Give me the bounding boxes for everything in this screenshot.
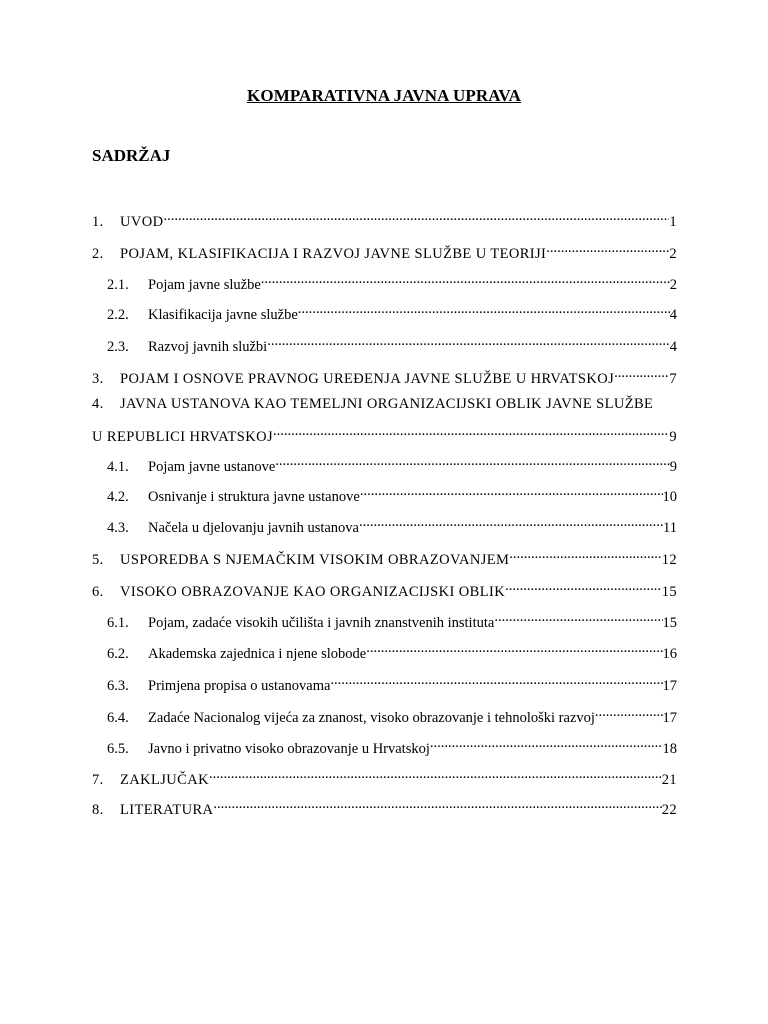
toc-entry-5[interactable] bbox=[92, 544, 677, 568]
dot-leader bbox=[275, 451, 669, 471]
toc-entry-page: 11 bbox=[663, 520, 677, 536]
toc-entry-2-3[interactable] bbox=[107, 331, 677, 355]
toc-entry-page: 1 bbox=[669, 214, 677, 230]
toc-heading: SADRŽAJ bbox=[92, 146, 171, 165]
toc-entry-title: Razvoj javnih službi bbox=[148, 339, 268, 355]
toc-entry-4-1[interactable] bbox=[107, 451, 677, 475]
toc-entry-title: Osnivanje i struktura javne ustanove bbox=[148, 489, 360, 505]
dot-leader bbox=[298, 299, 670, 319]
toc-entry-2-2[interactable] bbox=[107, 299, 677, 323]
toc-entry-number: 1. bbox=[92, 214, 104, 230]
dot-leader bbox=[366, 638, 662, 658]
toc-entry-6-4[interactable] bbox=[107, 702, 677, 726]
toc-entry-page: 7 bbox=[669, 371, 677, 387]
dot-leader bbox=[360, 481, 663, 501]
dot-leader bbox=[595, 702, 663, 722]
toc-entry-title: UVOD bbox=[120, 214, 164, 230]
toc-entry-page: 21 bbox=[661, 772, 677, 788]
dot-leader bbox=[164, 206, 670, 226]
toc-entry-page: 22 bbox=[661, 802, 677, 818]
toc-entry-page: 17 bbox=[662, 678, 677, 694]
dot-leader bbox=[273, 421, 669, 441]
toc-entry-6-5[interactable] bbox=[107, 733, 677, 757]
toc-entry-page: 15 bbox=[661, 584, 677, 600]
toc-entry-4[interactable] bbox=[92, 394, 677, 414]
toc-entry-8[interactable] bbox=[92, 794, 677, 818]
toc-entry-2-1[interactable] bbox=[107, 269, 677, 293]
dot-leader bbox=[359, 512, 663, 532]
toc-entry-6[interactable] bbox=[92, 576, 677, 600]
dot-leader bbox=[209, 764, 662, 784]
toc-entry-4-2[interactable] bbox=[107, 481, 677, 505]
dot-leader bbox=[330, 670, 662, 690]
dot-leader bbox=[213, 794, 661, 814]
toc-entry-page: 12 bbox=[661, 552, 677, 568]
toc-entry-title: VISOKO OBRAZOVANJE KAO ORGANIZACIJSKI OBLIK bbox=[120, 584, 506, 600]
toc-entry-page: 2 bbox=[669, 277, 677, 293]
toc-entry-title: Zadaće Nacionalog vijeća za znanost, visoko obrazovanje i tehnološki razvoj bbox=[148, 710, 595, 726]
toc-entry-title: Javno i privatno visoko obrazovanje u Hrvatskoj bbox=[148, 741, 430, 757]
toc-entry-title: LITERATURA bbox=[120, 802, 214, 818]
toc-entry-page: 4 bbox=[669, 307, 677, 323]
toc-entry-title: POJAM, KLASIFIKACIJA I RAZVOJ JAVNE SLUŽBE U TEORIJI bbox=[120, 246, 547, 262]
toc-entry-number: 6.2. bbox=[107, 646, 129, 662]
dot-leader bbox=[261, 269, 670, 289]
toc-entry-title: Akademska zajednica i njene slobode bbox=[148, 646, 367, 662]
toc-entry-page: 9 bbox=[669, 459, 677, 475]
toc-entry-number: 7. bbox=[92, 772, 104, 788]
toc-entry-title: Načela u djelovanju javnih ustanova bbox=[148, 520, 359, 536]
toc-entry-page: 10 bbox=[662, 489, 677, 505]
toc-entry-6-3[interactable] bbox=[107, 670, 677, 694]
dot-leader bbox=[546, 238, 669, 258]
toc-entry-number: 6.4. bbox=[107, 710, 129, 726]
toc-entry-number: 4.1. bbox=[107, 459, 129, 475]
toc-entry-title: USPOREDBA S NJEMAČKIM VISOKIM OBRAZOVANJEM bbox=[120, 552, 510, 568]
dot-leader bbox=[509, 544, 661, 564]
toc-entry-page: 17 bbox=[662, 710, 677, 726]
toc-entry-page: 9 bbox=[669, 429, 677, 445]
toc-entry-number: 2.3. bbox=[107, 339, 129, 355]
dot-leader bbox=[267, 331, 670, 351]
toc-entry-number: 8. bbox=[92, 802, 104, 818]
toc-entry-number: 2.2. bbox=[107, 307, 129, 323]
toc-entry-title-continuation: U REPUBLICI HRVATSKOJ bbox=[92, 429, 273, 445]
toc-entry-2[interactable] bbox=[92, 238, 677, 262]
dot-leader bbox=[614, 363, 669, 383]
toc-entry-number: 3. bbox=[92, 371, 104, 387]
toc-entry-number: 4.2. bbox=[107, 489, 129, 505]
toc-entry-6-2[interactable] bbox=[107, 638, 677, 662]
dot-leader bbox=[505, 576, 662, 596]
toc-entry-title: ZAKLJUČAK bbox=[120, 772, 209, 788]
toc-entry-title: Pojam javne službe bbox=[148, 277, 261, 293]
toc-entry-page: 2 bbox=[669, 246, 677, 262]
toc-entry-1[interactable] bbox=[92, 206, 677, 230]
toc-entry-title: Klasifikacija javne službe bbox=[148, 307, 298, 323]
toc-entry-number: 6.3. bbox=[107, 678, 129, 694]
toc-entry-3[interactable] bbox=[92, 363, 677, 387]
toc-entry-page: 15 bbox=[662, 615, 677, 631]
toc-entry-number: 6. bbox=[92, 584, 104, 600]
dot-leader bbox=[430, 733, 663, 753]
toc-entry-number: 6.5. bbox=[107, 741, 129, 757]
toc-entry-title: Primjena propisa o ustanovama bbox=[148, 678, 331, 694]
document-title: KOMPARATIVNA JAVNA UPRAVA bbox=[247, 86, 521, 105]
toc-entry-title: Pojam, zadaće visokih učilišta i javnih znanstvenih instituta bbox=[148, 615, 495, 631]
toc-entry-number: 4.3. bbox=[107, 520, 129, 536]
toc-entry-6-1[interactable] bbox=[107, 607, 677, 631]
toc-entry-7[interactable] bbox=[92, 764, 677, 788]
toc-entry-page: 18 bbox=[662, 741, 677, 757]
toc-entry-page: 16 bbox=[662, 646, 677, 662]
toc-entry-page: 4 bbox=[669, 339, 677, 355]
toc-entry-title: POJAM I OSNOVE PRAVNOG UREĐENJA JAVNE SLUŽBE U HRVATSKOJ bbox=[120, 371, 615, 387]
dot-leader bbox=[494, 607, 662, 627]
toc-entry-title: Pojam javne ustanove bbox=[148, 459, 276, 475]
toc-entry-4-3[interactable] bbox=[107, 512, 677, 536]
toc-entry-4-continuation[interactable] bbox=[92, 421, 677, 445]
toc-entry-number: 2.1. bbox=[107, 277, 129, 293]
toc-entry-title: JAVNA USTANOVA KAO TEMELJNI ORGANIZACIJSKI OBLIK JAVNE SLUŽBE bbox=[120, 396, 654, 412]
toc-entry-number: 2. bbox=[92, 246, 104, 262]
toc-entry-number: 6.1. bbox=[107, 615, 129, 631]
toc-entry-number: 4. bbox=[92, 396, 104, 412]
toc-entry-number: 5. bbox=[92, 552, 104, 568]
